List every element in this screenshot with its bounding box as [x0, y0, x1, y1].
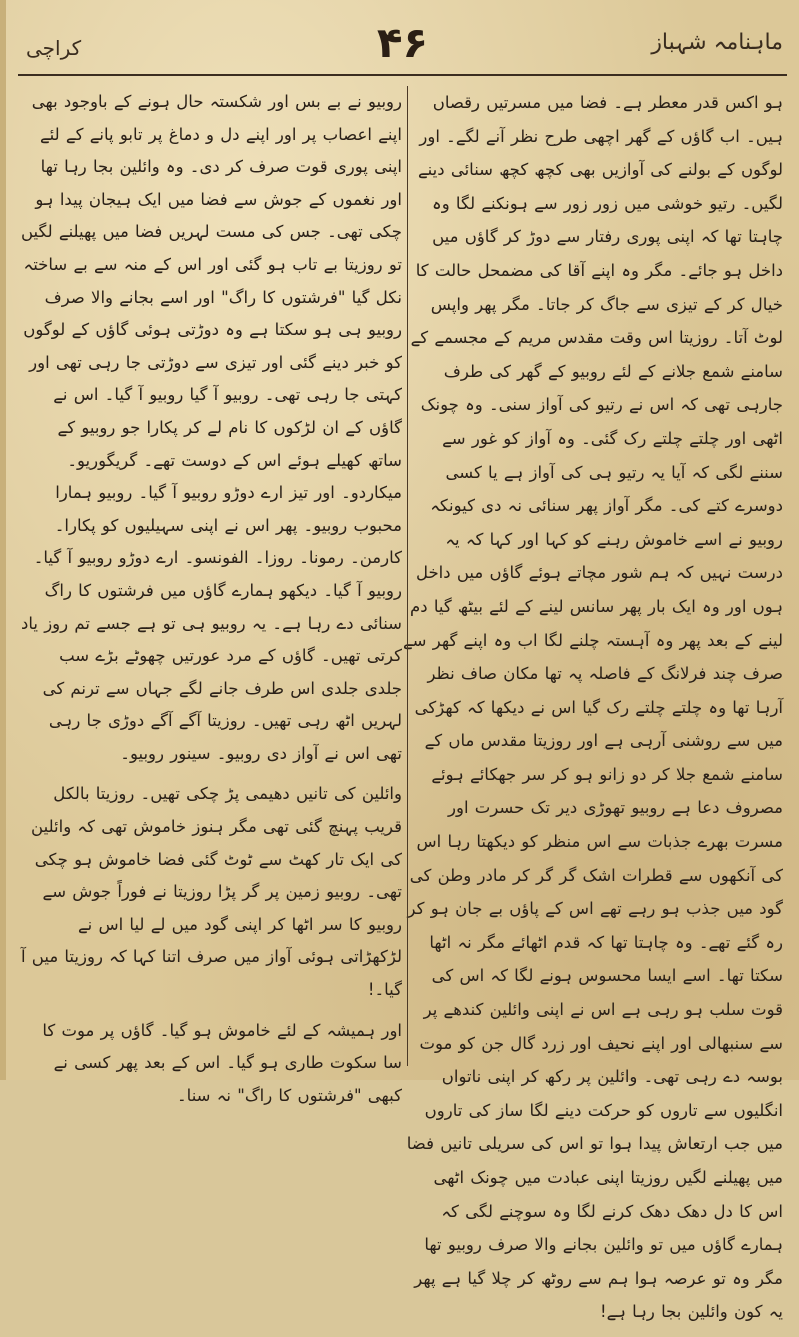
city-name: کراچی — [26, 36, 82, 60]
header-rule — [18, 74, 787, 76]
left-paragraph-3: اور ہمیشہ کے لئے خاموش ہو گیا۔ گاؤں پر موت کا سا سکوت طاری ہو گیا۔ اس کے بعد پھر کسی نے کبھی "فرشتوں کا راگ" نہ سنا۔ — [42, 1020, 402, 1105]
right-column-text: ہو اکس قدر معطر ہے۔ فضا میں مسرتیں رقصاں ہیں۔ اب گاؤں کے گھر اچھی طرح نظر آنے لگے۔ اور لوگوں کے بولنے کی آوازیں بھی کچھ کچھ سنائی دینے لگیں۔ رتیو خوشی میں زور زور سے ہونکنے لگا وہ چاہتا تھا کہ اپنی پوری رفتار سے دوڑ کر گاؤں میں داخل ہو جائے۔ مگر وہ اپنے آقا کی مضمحل حالت کا خیال کر کے تیزی سے جاگ کر جاتا۔ مگر پھر واپس لوٹ آتا۔ روزیتا اس وقت مقدس مریم کے مجسمے کے سامنے شمع جلانے کے لئے روبیو کے گھر کی طرف جارہی تھی کہ اس نے رتیو کی آواز سنی۔ وہ چونک اٹھی اور چلتے چلتے رک گئی۔ وہ آواز کو غور سے سننے لگی کہ آیا یہ رتیو ہی کی آواز ہے یا کسی دوسرے کتے کی۔ مگر آواز پھر سنائی نہ دی کیونکہ روبیو نے اسے خاموش رہنے کو کہا اور کہا کہ یہ درست نہیں کہ ہم شور مچاتے ہوئے گاؤں میں داخل ہوں اور وہ ایک بار پھر سانس لینے کے لئے بیٹھ گیا دم لینے کے بعد پھر وہ آہستہ چلنے لگا اب وہ اپنے گھر سے صرف چند فرلانگ کے فاصلہ پہ تھا مکان صاف نظر آرہا تھا وہ چلتے چلتے رک گیا اس نے دیکھا کہ کھڑکی میں سے روشنی آرہی ہے اور روزیتا مقدس ماں کے سامنے شمع جلا کر دو زانو ہو کر سر جھکائے ہوئے مصروف دعا ہے روبیو تھوڑی دیر تک حسرت اور مسرت بھرے جذبات سے اس منظر کو دیکھتا رہا اس کی آنکھوں سے قطرات اشک گر گر کر مادر وطن کی گود میں جذب ہو رہے تھے اس کے پاؤں بے جان ہو کر رہ گئے تھے۔ وہ چاہتا تھا کہ قدم اٹھائے مگر نہ اٹھا سکتا تھا۔ اسے ایسا محسوس ہونے لگا کہ اس کی قوت سلب ہو رہی ہے اس نے اپنی وائلین کندھے پر سے سنبھالی اور اپنے نحیف اور زرد گال جن کو موت بوسہ دے رہی تھی۔ وائلین پر رکھ کر اپنی ناتواں انگلیوں سے تاروں کو حرکت دینے لگا ساز کی تاروں میں جب ارتعاش پیدا ہوا تو اس کی سریلی تانیں فضا میں پھیلنے لگیں روزیتا اپنی عبادت میں چونک اٹھی اس کا دل دھک دھک کرنے لگا وہ سوچنے لگی کہ ہمارے گاؤں میں تو وائلین بجانے والا صرف روبیو تھا مگر وہ تو عرصہ ہوا ہم سے روٹھ کر چلا گیا ہے پھر یہ کون وائلین بجا رہا ہے! — [403, 93, 783, 1322]
magazine-name: ماہنامہ شہباز — [651, 30, 783, 55]
left-column — [18, 86, 402, 1120]
left-paragraph-2: وائلین کی تانیں دھیمی پڑ چکی تھیں۔ روزیتا بالکل قریب پہنچ گئی تھی مگر ہنوز خاموش تھی کہ وائلین کی ایک تار کھٹ سے ٹوٹ گئی فضا خاموش ہو چکی تھی۔ روبیو زمین پر گر پڑا روزیتا نے فوراً جوش سے روبیو کا سر اٹھا کر اپنی گود میں لے لیا اس نے لڑکھڑاتی ہوئی آواز میں صرف اتنا کہا کہ روزیتا میں آ گیا۔! — [20, 784, 402, 1000]
left-paragraph-1: روبیو نے بے بس اور شکستہ حال ہونے کے باوجود بھی اپنے اعصاب پر اور اپنے دل و دماغ پر تابو پانے کے لئے اپنی پوری قوت صرف کر دی۔ وہ وائلین بجا رہا تھا اور نغموں کے جوش سے فضا میں ایک ہیجان پیدا ہو چکی تھی۔ جس کی مست لہریں فضا میں پھیلنے لگیں تو روزیتا بے تاب ہو گئی اور اس کے منہ سے بے ساختہ نکل گیا "فرشتوں کا راگ" اور اسے بجانے والا صرف روبیو ہی ہو سکتا ہے وہ دوڑتی ہوئی گاؤں کے لوگوں کو خبر دینے گئی اور تیزی سے دوڑتی جا رہی تھی اور کہتی جا رہی تھی۔ روبیو آ گیا روبیو آ گیا۔ اس نے گاؤں کے ان لڑکوں کا نام لے کر پکارا جو روبیو کے ساتھ کھیلے ہوئے اس کے دوست تھے۔ گریگوریو۔ میکاردو۔ اور تیز ارے دوڑو روبیو آ گیا۔ روبیو ہمارا محبوب روبیو۔ پھر اس نے اپنی سہیلیوں کو پکارا۔ کارمن۔ رمونا۔ روزا۔ الفونسو۔ ارے دوڑو روبیو آ گیا۔ روبیو آ گیا۔ دیکھو ہمارے گاؤں میں فرشتوں کا راگ سنائی دے رہا ہے۔ یہ روبیو ہی تو ہے جسے تم روز یاد کرتی تھیں۔ گاؤں کے مرد عورتیں چھوٹے بڑے سب جلدی جلدی اس طرف جانے لگے جہاں سے ترنم کی لہریں اٹھ رہی تھیں۔ روزیتا آگے آگے دوڑی جا رہی تھی اس نے آواز دی روبیو۔ سینور روبیو۔ — [20, 92, 402, 763]
column-divider — [407, 86, 408, 1066]
right-column — [403, 86, 783, 1337]
page-header — [16, 18, 789, 72]
page-number: ۴۶ — [376, 18, 429, 67]
